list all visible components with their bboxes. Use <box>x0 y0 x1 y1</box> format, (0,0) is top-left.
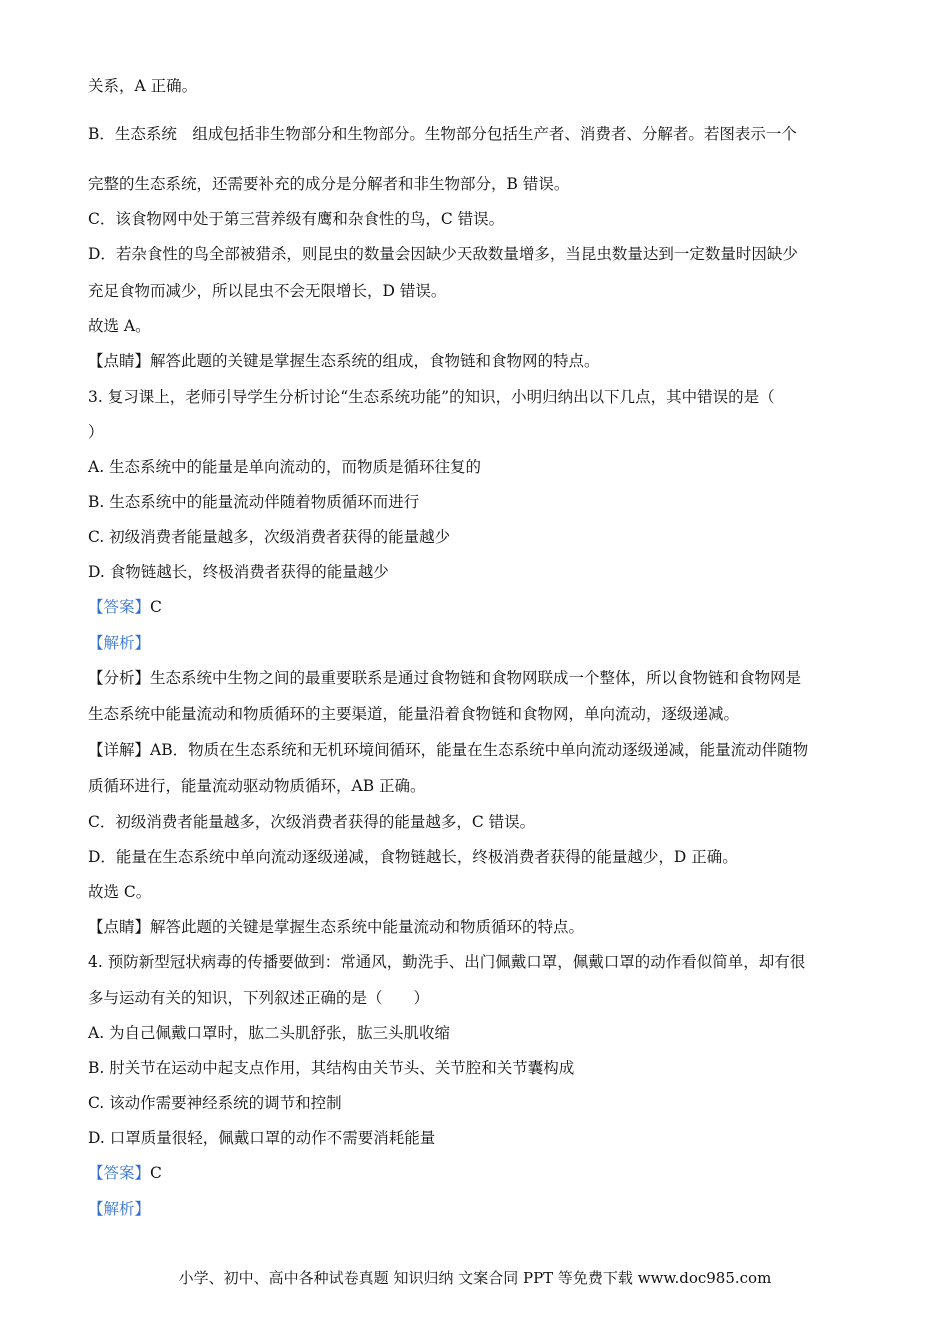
text-line: 质循环进行，能量流动驱动物质循环，AB 正确。 <box>88 777 426 795</box>
question-4-stem: 4. 预防新型冠状病毒的传播要做到：常通风，勤洗手、出门佩戴口罩，佩戴口罩的动作看似简单，却有很 <box>88 953 806 971</box>
text-line: 关系，A 正确。 <box>88 77 198 95</box>
text-line: D．能量在生态系统中单向流动逐级递减，食物链越长，终极消费者获得的能量越少，D 正确。 <box>88 848 738 866</box>
answer-value: C <box>150 1164 162 1182</box>
answer-value: C <box>150 598 162 616</box>
option-a: A. 为自己佩戴口罩时，肱二头肌舒张，肱三头肌收缩 <box>88 1024 451 1042</box>
text-line: 故选 C。 <box>88 883 152 901</box>
question-3-stem: 3. 复习课上，老师引导学生分析讨论“生态系统功能”的知识，小明归纳出以下几点，其中错误的是（ <box>88 388 775 406</box>
option-a: A. 生态系统中的能量是单向流动的，而物质是循环往复的 <box>88 458 482 476</box>
option-d: D. 口罩质量很轻，佩戴口罩的动作不需要消耗能量 <box>88 1129 436 1147</box>
text-line: 充足食物而减少，所以昆虫不会无限增长，D 错误。 <box>88 282 447 300</box>
text-line: 【点睛】解答此题的关键是掌握生态系统中能量流动和物质循环的特点。 <box>88 918 585 936</box>
answer-label: 【答案】 <box>88 598 151 616</box>
text-line: C．初级消费者能量越多，次级消费者获得的能量越多，C 错误。 <box>88 813 536 831</box>
answer-line <box>88 597 162 617</box>
text-line: B．生态系统 组成包括非生物部分和生物部分。生物部分包括生产者、消费者、分解者。若图表示一个 <box>88 125 797 143</box>
text-line: C．该食物网中处于第三营养级有鹰和杂食性的鸟，C 错误。 <box>88 210 505 228</box>
answer-line <box>88 1163 162 1183</box>
page-footer: 小学、初中、高中各种试卷真题 知识归纳 文案合同 PPT 等免费下载 www.doc985.com <box>178 1269 772 1287</box>
text-line: ） <box>88 423 104 441</box>
option-b: B. 肘关节在运动中起支点作用，其结构由关节头、关节腔和关节囊构成 <box>88 1059 575 1077</box>
option-d: D. 食物链越长，终极消费者获得的能量越少 <box>88 563 389 581</box>
option-c: C. 初级消费者能量越多，次级消费者获得的能量越少 <box>88 528 451 546</box>
text-line: 【点睛】解答此题的关键是掌握生态系统的组成，食物链和食物网的特点。 <box>88 352 600 370</box>
option-b: B. 生态系统中的能量流动伴随着物质循环而进行 <box>88 493 420 511</box>
option-c: C. 该动作需要神经系统的调节和控制 <box>88 1094 342 1112</box>
analysis-label: 【解析】 <box>88 1200 151 1218</box>
text-line: 完整的生态系统，还需要补充的成分是分解者和非生物部分，B 错误。 <box>88 175 570 193</box>
text-line: 多与运动有关的知识，下列叙述正确的是（ ） <box>88 989 430 1007</box>
text-line: 生态系统中能量流动和物质循环的主要渠道，能量沿着食物链和食物网，单向流动，逐级递减。 <box>88 705 740 723</box>
text-line: 【详解】AB．物质在生态系统和无机环境间循环，能量在生态系统中单向流动逐级递减，能量流动伴随物 <box>88 741 809 759</box>
text-line: 【分析】生态系统中生物之间的最重要联系是通过食物链和食物网联成一个整体，所以食物链和食物网是 <box>88 669 802 687</box>
text-line: D．若杂食性的鸟全部被猎杀，则昆虫的数量会因缺少天敌数量增多，当昆虫数量达到一定数量时因缺少 <box>88 245 798 263</box>
answer-label: 【答案】 <box>88 1164 151 1182</box>
analysis-label: 【解析】 <box>88 634 151 652</box>
text-line: 故选 A。 <box>88 317 151 335</box>
